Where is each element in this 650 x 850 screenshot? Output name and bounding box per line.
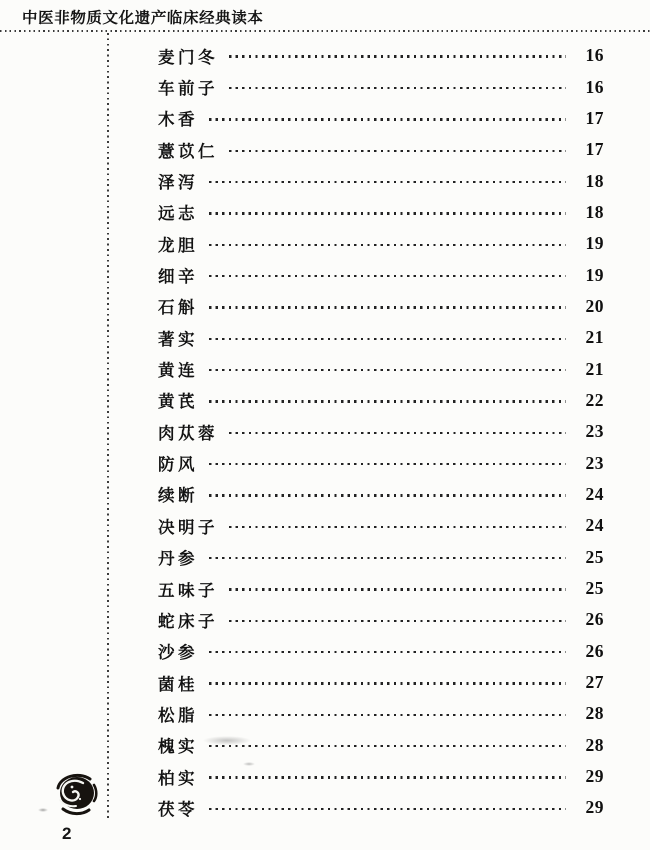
- scan-artifact: [38, 808, 48, 812]
- toc-entry-page: 25: [585, 546, 604, 567]
- dot-leader: [209, 338, 566, 340]
- dot-leader: [209, 369, 566, 371]
- dot-leader: [209, 244, 566, 246]
- toc-entry: [158, 291, 604, 322]
- toc-entry: [158, 103, 604, 134]
- toc-entry-page: 27: [585, 672, 604, 693]
- publisher-seal-logo: [50, 772, 102, 818]
- dot-leader: [229, 55, 566, 57]
- dot-leader: [209, 400, 566, 402]
- left-margin-dotted-line: [107, 33, 109, 820]
- dot-leader: [229, 526, 566, 528]
- toc-entry: [158, 604, 604, 635]
- dot-leader: [229, 150, 566, 152]
- toc-entry: [158, 636, 604, 667]
- toc-entry-title: 麦门冬: [158, 47, 218, 67]
- toc-entry-page: 26: [585, 640, 604, 661]
- toc-entry: [158, 197, 604, 228]
- toc-entry-title: 槐实: [158, 737, 198, 757]
- toc-entry: [158, 259, 604, 290]
- ink-swirl-seal-icon: [50, 772, 102, 818]
- dot-leader: [209, 118, 566, 120]
- toc-entry-page: 24: [585, 515, 604, 536]
- toc-entry-page: 25: [585, 578, 604, 599]
- toc-entry-page: 29: [585, 766, 604, 787]
- dot-leader: [209, 745, 566, 747]
- toc-entry-title: 泽泻: [158, 173, 198, 193]
- toc-entry: [158, 479, 604, 510]
- dot-leader: [209, 181, 566, 183]
- toc-entry-title: 石斛: [158, 298, 198, 318]
- toc-entry: [158, 416, 604, 447]
- dot-leader: [229, 87, 566, 89]
- toc-entry-page: 22: [585, 389, 604, 410]
- toc-entry-title: 沙参: [158, 643, 198, 663]
- toc-entry-title: 黄芪: [158, 392, 198, 412]
- toc-entry: [158, 40, 604, 71]
- dot-leader: [209, 682, 566, 684]
- dot-leader: [209, 808, 566, 810]
- toc-entry-title: 防风: [158, 455, 198, 475]
- toc-entry: [158, 730, 604, 761]
- toc-entry-title: 决明子: [158, 517, 218, 537]
- toc-entry-page: 18: [585, 170, 604, 191]
- toc-entry-title: 松脂: [158, 705, 198, 725]
- toc-entry: [158, 447, 604, 478]
- toc-entry: [158, 761, 604, 792]
- toc-entry-page: 19: [585, 264, 604, 285]
- toc-entry: [158, 792, 604, 823]
- toc-entry-page: 28: [585, 734, 604, 755]
- toc-entry-page: 21: [585, 358, 604, 379]
- page-number: 2: [62, 824, 72, 843]
- toc-entry-page: 23: [585, 452, 604, 473]
- toc-entry: [158, 510, 604, 541]
- toc-entry-title: 薏苡仁: [158, 141, 218, 161]
- dot-leader: [209, 275, 566, 277]
- toc-entry-page: 20: [585, 295, 604, 316]
- toc-entry-title: 细辛: [158, 267, 198, 287]
- toc-entry-title: 远志: [158, 204, 198, 224]
- toc-entry-title: 丹参: [158, 549, 198, 569]
- toc-entry-page: 17: [585, 107, 604, 128]
- toc-entry-page: 23: [585, 421, 604, 442]
- header-divider-dotted-line: [0, 30, 650, 32]
- toc-entry-title: 茯苓: [158, 799, 198, 819]
- toc-entry-page: 24: [585, 483, 604, 504]
- toc-entry-page: 17: [585, 139, 604, 160]
- toc-entry-title: 柏实: [158, 768, 198, 788]
- dot-leader: [209, 212, 566, 214]
- toc-list: [158, 40, 604, 824]
- toc-entry-page: 19: [585, 233, 604, 254]
- toc-entry-page: 16: [585, 76, 604, 97]
- dot-leader: [229, 432, 566, 434]
- toc-entry-title: 著实: [158, 329, 198, 349]
- toc-entry-title: 蛇床子: [158, 611, 218, 631]
- toc-entry-title: 续断: [158, 486, 198, 506]
- toc-entry-page: 21: [585, 327, 604, 348]
- dot-leader: [209, 463, 566, 465]
- toc-entry-title: 黄连: [158, 361, 198, 381]
- toc-entry: [158, 322, 604, 353]
- running-header-title: 中医非物质文化遗产临床经典读本: [21, 9, 264, 27]
- toc-entry-page: 26: [585, 609, 604, 630]
- toc-entry-page: 28: [585, 703, 604, 724]
- toc-entry: [158, 573, 604, 604]
- dot-leader: [209, 557, 566, 559]
- dot-leader: [209, 494, 566, 496]
- toc-entry: [158, 542, 604, 573]
- toc-entry: [158, 353, 604, 384]
- toc-entry: [158, 71, 604, 102]
- dot-leader: [209, 714, 566, 716]
- toc-entry: [158, 165, 604, 196]
- toc-entry: [158, 228, 604, 259]
- dot-leader: [209, 306, 566, 308]
- toc-entry-page: 29: [585, 797, 604, 818]
- toc-entry-title: 肉苁蓉: [158, 423, 218, 443]
- toc-entry-title: 车前子: [158, 79, 218, 99]
- toc-entry-title: 五味子: [158, 580, 218, 600]
- toc-entry-title: 菌桂: [158, 674, 198, 694]
- toc-entry: [158, 698, 604, 729]
- toc-entry-page: 18: [585, 201, 604, 222]
- toc-entry-page: 16: [585, 45, 604, 66]
- scan-artifact: [243, 762, 255, 766]
- toc-entry: [158, 385, 604, 416]
- toc-entry: [158, 134, 604, 165]
- toc-entry-title: 木香: [158, 110, 198, 130]
- dot-leader: [229, 588, 566, 590]
- toc-entry: [158, 667, 604, 698]
- dot-leader: [209, 776, 566, 778]
- scan-artifact: [203, 736, 251, 745]
- dot-leader: [229, 620, 566, 622]
- toc-entry-title: 龙胆: [158, 235, 198, 255]
- dot-leader: [209, 651, 566, 653]
